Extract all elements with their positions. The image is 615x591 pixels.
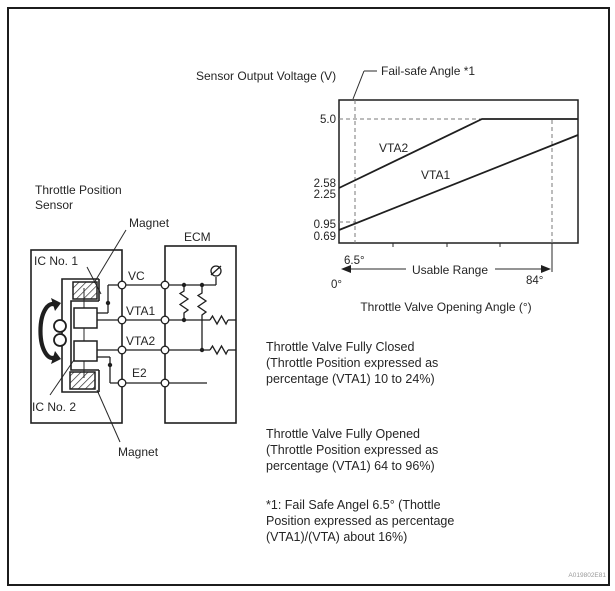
note-opened-line3: percentage (VTA1) 64 to 96%) (266, 459, 435, 473)
series-resistor-vta1 (210, 316, 228, 324)
xtick-zero-label: 0° (331, 279, 342, 291)
voltage-chart (196, 64, 578, 314)
sensor-terminal-vta1 (118, 316, 126, 324)
vta1-junction-dot (182, 318, 186, 322)
sensor-terminal-e2 (118, 379, 126, 387)
notes-block (266, 340, 454, 544)
ecm-terminal-vta2 (161, 346, 169, 354)
ecm-terminal-vta1 (161, 316, 169, 324)
magnet-top (73, 282, 97, 299)
terminal-label-vc: VC (128, 269, 145, 283)
pullup-resistor-vta1 (180, 285, 188, 320)
note-closed-line3: percentage (VTA1) 10 to 24%) (266, 372, 435, 386)
ecm-label: ECM (184, 230, 211, 244)
ecm-box (165, 246, 236, 423)
sensor-box (31, 250, 122, 423)
note-failsafe-line1: *1: Fail Safe Angel 6.5° (Thottle (266, 498, 441, 512)
shaft-coupling-top (54, 320, 66, 332)
ytick-0.69: 0.69 (313, 231, 336, 243)
shaft-coupling-bottom (54, 334, 66, 346)
ytick-2.58: 2.58 (313, 178, 336, 190)
rotation-arrow-icon (40, 304, 57, 358)
vta1-series-line (339, 135, 578, 230)
vta2-series-label: VTA2 (379, 141, 409, 155)
sensor-title-line2: Sensor (35, 198, 74, 212)
ic1-box (74, 308, 97, 328)
note-opened-line1: Throttle Valve Fully Opened (266, 427, 421, 441)
note-opened-line2: (Throttle Position expressed as (266, 443, 439, 457)
ytick-0.95: 0.95 (313, 219, 336, 231)
failsafe-annotation-label: Fail-safe Angle *1 (381, 64, 476, 78)
note-closed-line1: Throttle Valve Fully Closed (266, 340, 415, 354)
failsafe-leader-line (353, 71, 364, 99)
xtick-max-label: 84° (526, 275, 544, 287)
terminal-label-vta1: VTA1 (126, 304, 156, 318)
ytick-2.25: 2.25 (313, 189, 336, 201)
ecm-terminal-vc (161, 281, 169, 289)
xtick-failsafe-label: 6.5° (344, 255, 365, 267)
figure-id: A019802E81 (568, 572, 606, 579)
magnet-top-label: Magnet (129, 216, 170, 230)
ecm-terminal-e2 (161, 379, 169, 387)
terminal-label-e2: E2 (132, 366, 147, 380)
series-resistor-vta2 (210, 346, 228, 354)
magnet-top-leader-line (94, 230, 126, 283)
magnet-bottom-label: Magnet (118, 445, 159, 459)
chart-y-axis-title: Sensor Output Voltage (V) (196, 69, 337, 83)
sensor-circuit-diagram (31, 183, 236, 459)
ic1-label: IC No. 1 (34, 254, 79, 268)
note-failsafe-line2: Position expressed as percentage (266, 514, 455, 528)
note-failsafe-line3: (VTA1)/(VTA) about 16%) (266, 530, 408, 544)
usable-range-label: Usable Range (411, 263, 489, 277)
note-closed-line2: (Throttle Position expressed as (266, 356, 439, 370)
usable-range-arrowhead-right-icon (541, 265, 551, 273)
vta2-junction-dot (200, 348, 204, 352)
magnet-bottom-leader-line (97, 390, 120, 442)
ic2-box (74, 341, 97, 361)
sensor-terminal-vc (118, 281, 126, 289)
sensor-terminal-vta2 (118, 346, 126, 354)
terminal-label-vta2: VTA2 (126, 334, 156, 348)
magnet-bottom (70, 372, 95, 389)
ytick-5.0: 5.0 (320, 114, 336, 126)
vta2-series-line (339, 119, 578, 188)
e2-branch-junction-dot (108, 363, 112, 367)
pullup-resistor-vta2 (198, 285, 206, 350)
chart-x-axis-title: Throttle Valve Opening Angle (°) (360, 300, 532, 314)
vc-branch-junction-dot (106, 301, 110, 305)
vta1-series-label: VTA1 (421, 168, 451, 182)
sensor-title-line1: Throttle Position (35, 183, 122, 197)
ic2-label: IC No. 2 (32, 400, 77, 414)
